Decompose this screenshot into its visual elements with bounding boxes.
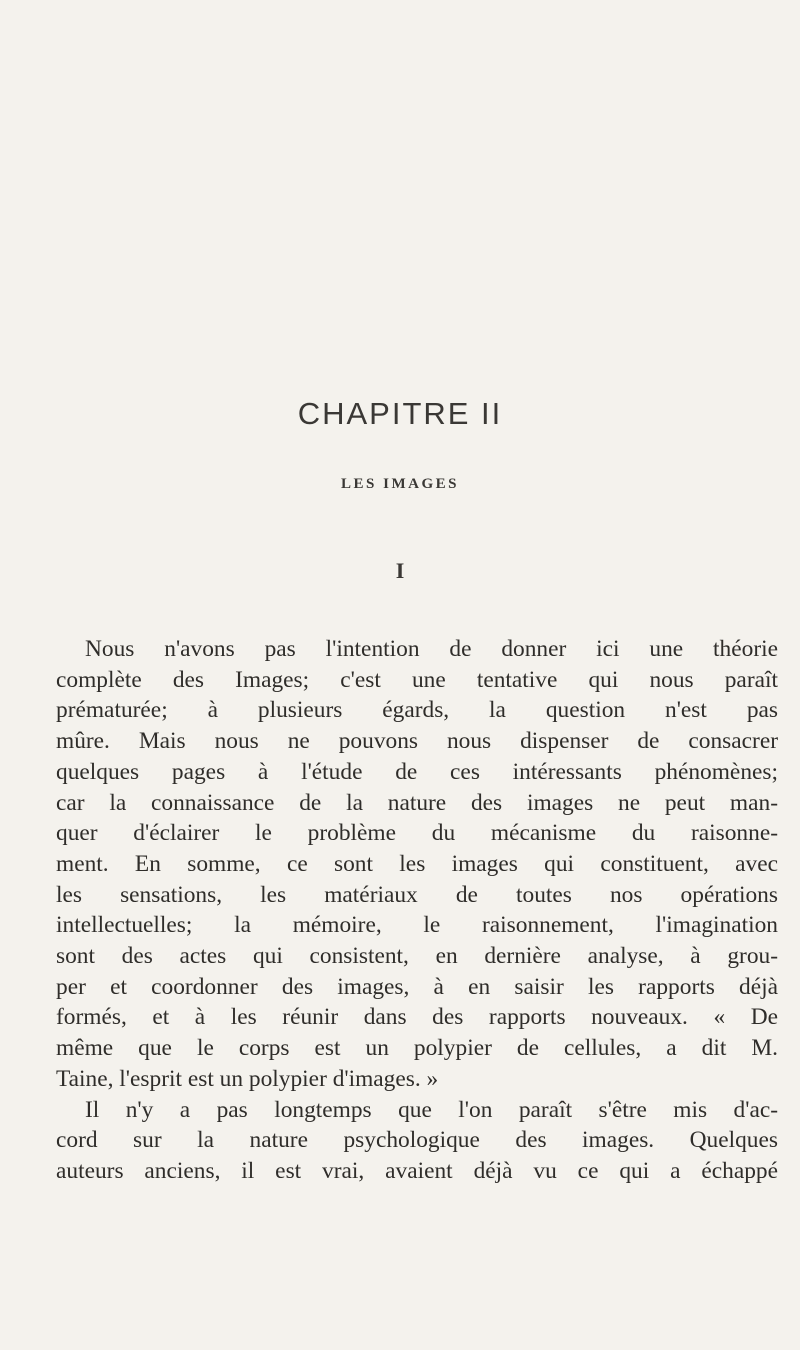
text-line: les sensations, les matériaux de toutes nos opérations xyxy=(56,881,778,908)
text-line: Taine, l'esprit est un polypier d'images. » xyxy=(56,1065,439,1092)
chapter-title: CHAPITRE II xyxy=(297,396,503,431)
text-line: per et coordonner des images, à en saisir les rapports déjà xyxy=(56,973,778,1000)
text-line: cord sur la nature psychologique des images. Quelques xyxy=(56,1127,778,1154)
text-line: même que le corps est un polypier de cellules, a dit M. xyxy=(56,1035,778,1062)
text-line: car la connaissance de la nature des images ne peut man- xyxy=(56,789,778,816)
text-line: quer d'éclairer le problème du mécanisme du raisonne- xyxy=(56,820,778,847)
text-line: complète des Images; c'est une tentative qui nous paraît xyxy=(56,666,778,693)
chapter-subtitle: LES IMAGES xyxy=(341,476,459,492)
text-line: intellectuelles; la mémoire, le raisonnement, l'imagination xyxy=(56,912,778,939)
text-line: auteurs anciens, il est vrai, avaient déjà vu ce qui a échappé xyxy=(56,1157,778,1184)
text-line: sont des actes qui consistent, en dernière analyse, à grou- xyxy=(56,943,778,970)
text-line: formés, et à les réunir dans des rapports nouveaux. « De xyxy=(56,1004,778,1031)
text-line: Il n'y a pas longtemps que l'on paraît s'être mis d'ac- xyxy=(85,1096,778,1123)
text-line: quelques pages à l'étude de ces intéressants phénomènes; xyxy=(56,758,778,785)
section-number: I xyxy=(395,558,405,583)
text-line: Nous n'avons pas l'intention de donner ici une théorie xyxy=(85,636,778,662)
body-text xyxy=(56,634,778,1187)
text-line: prématurée; à plusieurs égards, la question n'est pas xyxy=(56,697,778,724)
text-line: ment. En somme, ce sont les images qui constituent, avec xyxy=(56,850,778,877)
text-line: mûre. Mais nous ne pouvons nous dispenser de consacrer xyxy=(56,728,778,755)
